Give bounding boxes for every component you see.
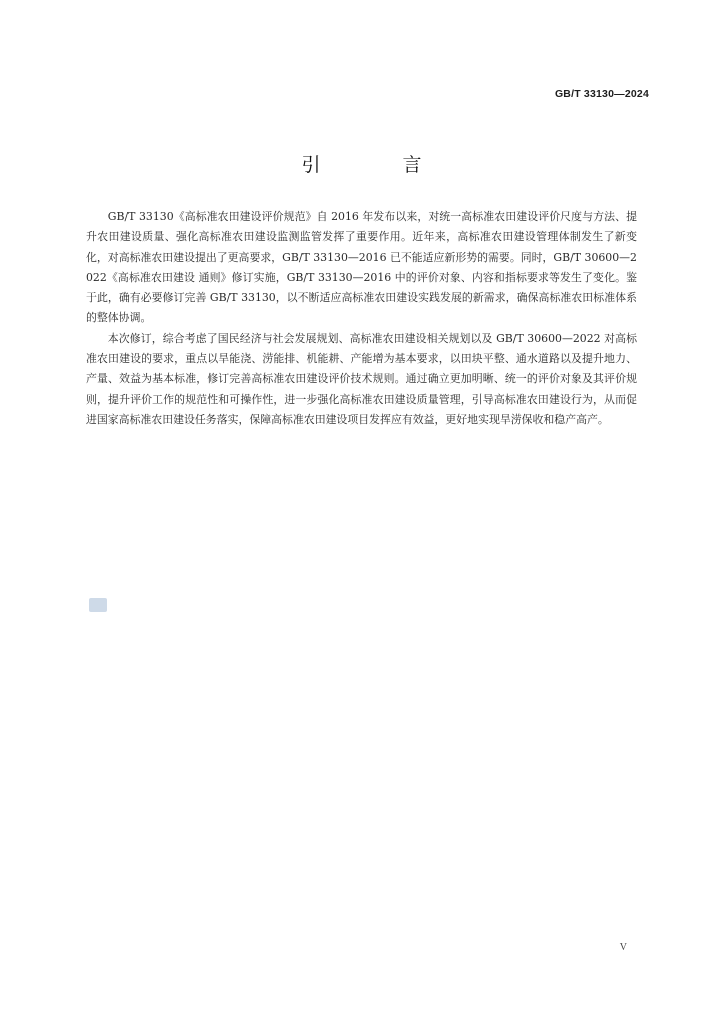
- paragraph-2: 本次修订，综合考虑了国民经济与社会发展规划、高标准农田建设相关规划以及 GB/T 30600—2022 对高标准农田建设的要求，重点以旱能浇、涝能排、机能耕、产能增为基本要求，以田块平整、通水道路以及提升地力、产量、效益为基本标准，修订完善高标准农田建设评价技术规则。通过确立更加明晰、统一的评价对象及其评价规则，提升评价工作的规范性和可操作性，进一步强化高标准农田建设质量管理，引导高标准农田建设行为，从而促进国家高标准农田建设任务落实，保障高标准农田建设项目发挥应有效益，更好地实现旱涝保收和稳产高产。: [86, 331, 637, 426]
- page-title: 引 言: [301, 154, 460, 176]
- paragraph-1: GB/T 33130《高标准农田建设评价规范》自 2016 年发布以来，对统一高标准农田建设评价尺度与方法、提升农田建设质量、强化高标准农田建设监测监管发挥了重要作用。近年来，高标准农田建设管理体制发生了新变化，对高标准农田建设提出了更高要求，GB/T 33130—2016 已不能适应新形势的需要。同时，GB/T 30600—2022《高标准农田建设 通则》修订实施，GB/T 33130—2016 中的评价对象、内容和指标要求等发生了变化。鉴于此，确有必要修订完善 GB/T 33130，以不断适应高标准农田建设实践发展的新需求，确保高标准农田标准体系的整体协调。: [86, 210, 637, 325]
- document-body: [86, 207, 637, 430]
- standard-code: GB/T 33130—2024: [554, 88, 649, 100]
- page-number: V: [619, 942, 627, 953]
- publisher-logo-icon: [89, 598, 107, 612]
